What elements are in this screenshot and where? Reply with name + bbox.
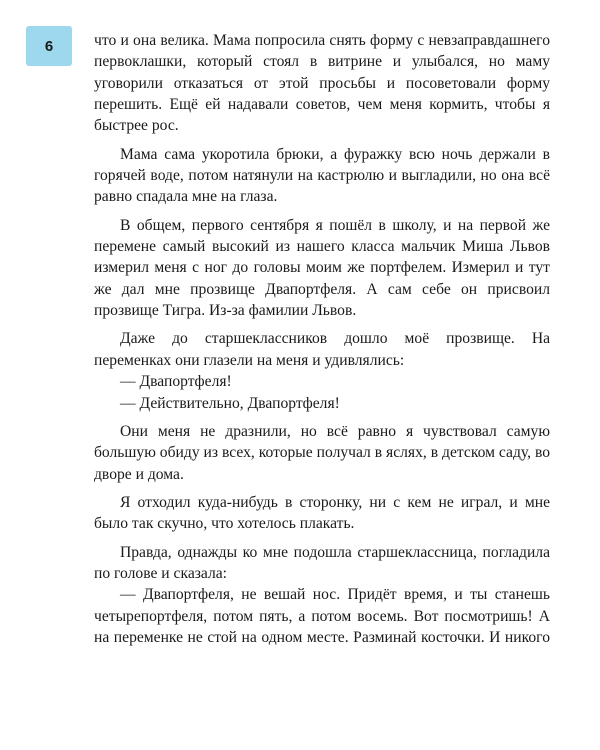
page-number: 6 (44, 37, 54, 55)
page-number-tab (26, 26, 72, 66)
story-text (94, 30, 550, 648)
paragraph: Они меня не дразнили, но всё равно я чувствовал самую большую обиду из всех, которые получал в яслях, в детском саду, во дворе и дома. (94, 422, 550, 483)
paragraph: Правда, однажды ко мне подошла старшеклассница, погладила по голове и сказала: (94, 543, 550, 582)
paragraph: Даже до старшеклассников дошло моё прозвище. На переменках они глазели на меня и удивлялись: (94, 330, 550, 369)
paragraph: В общем, первого сентября я пошёл в школу, и на первой же перемене самый высокий из нашего класса мальчик Миша Львов измерил меня с ног до головы моим же портфелем. Измерил и тут же дал мне прозвище Двапортфеля. А сам себе он присвоил прозвище Тигра. Из-за фамилии Львов. (94, 216, 550, 320)
dialogue-line: — Двапортфеля! (120, 373, 232, 391)
paragraph: Я отходил куда-нибудь в сторонку, ни с кем не играл, и мне было так скучно, что хотелось плакать. (94, 493, 550, 533)
dialogue-line: — Двапортфеля, не вешай нос. Придёт время, и ты станешь четырепортфеля, потом пять, а потом восемь. Вот посмотришь! А на переменке не стой на одном месте. Разминай косточки. И никого (94, 586, 550, 646)
paragraph: что и она велика. Мама попросила снять форму с невзаправдашнего первоклашки, который стоял в витрине и улыбался, но маму уговорили отказаться от этой просьбы и посоветовали форму перешить. Ещё ей надавали советов, чем меня кормить, чтобы я быстрее рос. (94, 32, 550, 135)
paragraph: Мама сама укоротила брюки, а фуражку всю ночь держали в горячей воде, потом натянули на кастрюлю и выгладили, но она всё равно спадала мне на глаза. (94, 145, 550, 206)
dialogue-line: — Действительно, Двапортфеля! (120, 394, 340, 412)
